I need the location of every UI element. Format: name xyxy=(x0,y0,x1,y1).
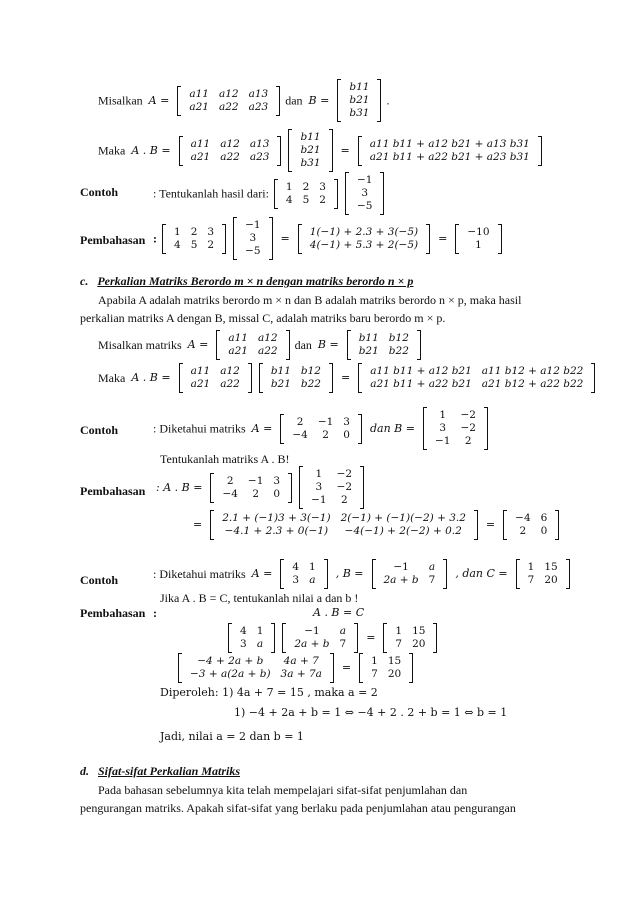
pemb2-AB: : A . B = xyxy=(156,480,203,494)
contoh3-text: : Diketahui matriks xyxy=(153,567,246,581)
matrix-cell: 0 xyxy=(343,428,350,441)
matrix-cell: a21 xyxy=(190,150,211,163)
matrix-B-2x2 xyxy=(347,331,421,359)
matrix-cell: b31 xyxy=(300,157,321,169)
matrix-cell: 1 xyxy=(475,238,482,251)
matrix-cell: b12 xyxy=(388,332,409,344)
A-eq: A = xyxy=(148,93,170,107)
matrix-cell: 2 xyxy=(296,415,304,428)
matrix-cell: 1 xyxy=(174,225,181,238)
matrix-cell: a12 xyxy=(220,365,240,377)
matrix-B-2x2 xyxy=(259,364,333,392)
matrix-cell: 3 xyxy=(315,481,323,493)
matrix-cell: a11 b11 + a12 b21 xyxy=(370,365,472,377)
matrix-cell: a22 xyxy=(257,345,278,357)
matrix-cell: a12 xyxy=(218,87,239,100)
matrix-cell: a21 b11 + a22 b21 xyxy=(370,378,472,390)
contoh3-jika: Jika A . B = C, tentukanlah nilai a dan b ! xyxy=(160,591,359,605)
sec-d-para2: pengurangan matriks. Apakah sifat-sifat yang berlaku pada penjumlahan atau pengurangan xyxy=(80,801,516,815)
matrix-B-3x1 xyxy=(337,80,381,121)
matrix-cell: 0 xyxy=(273,487,281,500)
matrix-cell: a22 xyxy=(220,378,240,390)
matrix-cell: 3a + 7a xyxy=(280,668,322,680)
matrix-A-2x2 xyxy=(216,331,289,359)
matrix-A-2x3 xyxy=(177,87,280,115)
matrix-cell: 1 xyxy=(285,180,293,193)
pemb3-row2: −4 + 2a + b 4a + 7 −3 + a(2a + b) 3a + 7a = 1 15 7 20 xyxy=(176,654,415,682)
matrix-cell: −4 xyxy=(515,512,531,524)
matrix-cell: 7 xyxy=(428,574,436,586)
misalkan-label: Misalkan matriks xyxy=(98,338,182,352)
blk1-misalkan-line xyxy=(98,80,389,121)
matrix-cell: 15 xyxy=(387,655,402,667)
matrix-A xyxy=(280,560,327,588)
matrix-cell: 4(−1) + 5.3 + 2(−5) xyxy=(309,238,419,251)
pemb3-row1: 4 1 3 a −1 a 2a + b 7 = 1 15 7 20 xyxy=(226,624,439,652)
matrix-res xyxy=(503,511,559,539)
maka-label: Maka xyxy=(98,143,126,158)
matrix-cell: −4 + 2a + b xyxy=(197,655,264,667)
matrix-cell: −5 xyxy=(356,200,373,212)
matrix-cell: 2a + b xyxy=(294,638,330,650)
matrix-cell: 2 xyxy=(319,193,326,206)
matrix-cell: 2 xyxy=(190,225,198,238)
matrix-cell: 2 xyxy=(519,525,527,537)
matrix-cell: −10 xyxy=(467,225,490,238)
sec-d-heading xyxy=(80,764,240,778)
matrix-cell: a13 xyxy=(249,137,270,150)
matrix-cell: b21 xyxy=(358,345,379,357)
matrix-cell: 4 xyxy=(174,238,181,251)
sec-c-heading xyxy=(80,274,413,288)
matrix-cell: b22 xyxy=(388,345,409,357)
matrix-cell: 3 xyxy=(319,180,326,193)
matrix-cell: −1 xyxy=(311,494,327,506)
matrix-cell: 1 xyxy=(527,561,535,573)
contoh2-label: Contoh xyxy=(80,423,119,437)
matrix-cell: 3 xyxy=(292,574,300,586)
matrix-cell: 1 xyxy=(309,561,316,573)
matrix-C xyxy=(516,560,570,588)
matrix-cell: −1 xyxy=(304,625,320,637)
matrix-mid xyxy=(298,225,430,253)
matrix-cell: 15 xyxy=(412,625,426,637)
matrix-cell: a13 xyxy=(248,87,269,100)
matrix-mid xyxy=(210,511,478,539)
matrix-cell: b11 xyxy=(349,81,370,93)
pemb3-step2: 1) −4 + 2a + b = 1 ⇔ −4 + 2 . 2 + b = 1 ⇔ b = 1 xyxy=(234,706,508,719)
matrix-cell: a11 xyxy=(228,332,248,344)
matrix-cell: 20 xyxy=(387,668,402,680)
matrix-cell: 1(−1) + 2.3 + 3(−5) xyxy=(309,225,419,238)
matrix-cell: 2 xyxy=(252,487,259,500)
matrix-cell: a21 xyxy=(228,345,248,357)
pemb1-line: : 1 2 3 4 5 2 −1 3 −5 = 1(−1) + 2.3 + 3(−5) 4(−1) + 5.3 + 2(−5) = −10 1 xyxy=(153,218,504,259)
matrix-M xyxy=(274,180,338,208)
matrix-cell: 1 xyxy=(395,625,403,637)
matrix-cell: 2 xyxy=(340,494,348,506)
matrix-cell: 15 xyxy=(544,561,558,573)
matrix-cell: b12 xyxy=(300,365,321,377)
matrix-cell: a23 xyxy=(248,100,269,113)
pemb1-label: Pembahasan xyxy=(80,233,146,247)
pemb2-line1 xyxy=(153,467,366,508)
matrix-result-2x1 xyxy=(358,137,542,165)
matrix-A-2x3 xyxy=(179,137,282,165)
matrix-cell: 2 xyxy=(226,474,234,487)
matrix-cell: b11 xyxy=(358,332,379,344)
matrix-cell: 2.1 + (−1)3 + 3(−1) xyxy=(222,512,331,524)
contoh2-tentukan: Tentukanlah matriks A . B! xyxy=(160,452,290,466)
matrix-res xyxy=(455,225,501,253)
matrix-cell: a11 xyxy=(189,87,209,100)
matrix-cell: 20 xyxy=(544,574,558,586)
matrix-cell: b21 xyxy=(270,378,291,390)
matrix-cell: 3 xyxy=(273,474,281,487)
matrix-cell: b11 xyxy=(270,365,291,377)
matrix-cell: a11 b11 + a12 b21 + a13 b31 xyxy=(369,137,530,150)
pemb3-label: Pembahasan xyxy=(80,606,146,620)
matrix-cell: −5 xyxy=(245,245,261,257)
matrix-cell: 1 xyxy=(256,625,264,637)
matrix-cell: 2(−1) + (−1)(−2) + 3.2 xyxy=(340,512,466,524)
contoh3-label: Contoh xyxy=(80,573,119,587)
matrix-A-2x2 xyxy=(179,364,252,392)
matrix-cell: 2a + b xyxy=(383,574,419,586)
matrix-cell: 3 xyxy=(207,225,215,238)
matrix-cell: 7 xyxy=(371,668,378,680)
sec-c-para1: Apabila A adalah matriks berordo m × n dan B adalah matriks berordo n × p, maka hasil xyxy=(98,293,522,307)
matrix-cell: −1 xyxy=(247,474,264,487)
matrix-cell: 2 xyxy=(464,435,472,447)
matrix-B xyxy=(299,467,364,508)
matrix-cell: b22 xyxy=(300,378,321,390)
matrix-cell: 2 xyxy=(302,180,310,193)
contoh3-line: : Diketahui matriks A = 4 1 3 a , B = −1 a 2a + b 7 , dan C = 1 15 7 20 xyxy=(153,560,572,588)
matrix-V xyxy=(345,173,384,214)
matrix-cell: 3 xyxy=(439,422,447,434)
matrix-cell: 1 xyxy=(371,655,378,667)
matrix-V xyxy=(233,218,272,259)
sec-c-title: Perkalian Matriks Berordo m × n dengan matriks berordo n × p xyxy=(97,274,414,288)
matrix-cell: 0 xyxy=(540,525,548,537)
sec-d-title: Sifat-sifat Perkalian Matriks xyxy=(98,764,241,778)
matrix-cell: a12 xyxy=(257,332,278,344)
dan-label: dan xyxy=(294,338,312,352)
matrix-M xyxy=(162,225,226,253)
matrix-cell: 6 xyxy=(540,512,548,524)
matrix-cell: 5 xyxy=(190,238,198,251)
matrix-B-3x1 xyxy=(288,130,332,171)
matrix-cell: a23 xyxy=(249,150,270,163)
matrix-cell: −2 xyxy=(336,481,353,493)
matrix-cell: 4a + 7 xyxy=(283,655,319,667)
matrix-cell: −4 xyxy=(292,428,308,441)
matrix-cell: a21 b11 + a22 b21 + a23 b31 xyxy=(369,150,530,163)
matrix-cell: −2 xyxy=(460,422,476,434)
A-eq: A = xyxy=(187,338,209,351)
pemb3-diperoleh: Diperoleh: 1) 4a + 7 = 15 , maka a = 2 xyxy=(160,686,378,699)
pemb2-line2: = 2.1 + (−1)3 + 3(−1) 2(−1) + (−1)(−2) + 3.2 −4.1 + 2.3 + 0(−1) −4(−1) + 2(−2) + 0.2 = −4 6 2 0 xyxy=(190,511,561,539)
matrix-cell: 3 xyxy=(249,232,257,244)
matrix-cell: −2 xyxy=(336,468,353,480)
matrix-cell: a xyxy=(339,625,346,637)
matrix-cell: −4(−1) + 2(−2) + 0.2 xyxy=(344,525,462,537)
sec-c-misalkan-line xyxy=(98,331,423,359)
matrix-cell: 7 xyxy=(527,574,535,586)
matrix-cell: b21 xyxy=(300,144,321,156)
matrix-A xyxy=(210,474,292,502)
matrix-cell: 3 xyxy=(361,187,369,199)
matrix-cell: a xyxy=(428,561,436,573)
matrix-cell: −1 xyxy=(356,174,373,186)
matrix-cell: a21 b12 + a22 b22 xyxy=(481,378,584,390)
matrix-cell: −3 + a(2a + b) xyxy=(190,668,271,680)
sec-c-para2: perkalian matriks A dengan B, missal C, adalah matriks baru berordo m × p. xyxy=(80,311,446,325)
matrix-cell: 1 xyxy=(315,468,323,480)
matrix-cell: −4.1 + 2.3 + 0(−1) xyxy=(224,525,329,537)
matrix-cell: a11 xyxy=(190,137,211,150)
sec-c-letter: c. xyxy=(80,274,89,288)
matrix-cell: a11 b12 + a12 b22 xyxy=(481,365,584,377)
dan-C-eq: , dan C = xyxy=(455,567,508,580)
sec-c-maka-line: Maka A . B = a11 a12 a21 a22 b11 b12 b21 b22 = a11 b11 + a12 b21 a11 b12 + a12 b22 a21 b11 + a22 b21 a21 b12 + a22 b22 xyxy=(98,364,597,392)
matrix-cell: 4 xyxy=(292,561,300,573)
matrix-cell: −2 xyxy=(460,409,476,421)
matrix-cell: 2 xyxy=(207,238,215,251)
contoh1-label: Contoh xyxy=(80,185,119,199)
contoh2-line xyxy=(153,408,490,449)
sec-d-para1: Pada bahasan sebelumnya kita telah mempelajari sifat-sifat penjumlahan dan xyxy=(98,783,468,797)
contoh1-text: : Tentukanlah hasil dari: xyxy=(153,186,269,201)
B-eq: B = xyxy=(317,338,339,351)
matrix-cell: 2 xyxy=(322,428,329,441)
period: . xyxy=(386,93,390,108)
matrix-cell: 3 xyxy=(240,638,247,650)
matrix-cell: −4 xyxy=(222,487,238,500)
matrix-C xyxy=(383,624,437,652)
matrix-cell: −1 xyxy=(245,219,261,231)
matrix-cell: a xyxy=(256,638,264,650)
AB-eq: A . B = xyxy=(131,143,171,157)
A-eq: A = xyxy=(251,421,273,435)
blk1-maka-line: Maka A . B = a11 a12 a13 a21 a22 a23 b11 b21 b31 = a11 b11 + a12 b21 + a13 b31 a21 b11 + a22 b21 + a23 b31 xyxy=(98,130,544,171)
matrix-cell: 4 xyxy=(285,193,293,206)
maka-label: Maka xyxy=(98,371,126,385)
contoh1-line xyxy=(153,173,386,214)
matrix-result-2x2 xyxy=(358,364,595,392)
matrix-A xyxy=(228,624,275,652)
matrix-B xyxy=(282,624,358,652)
matrix-cell: 5 xyxy=(302,193,310,206)
misalkan-label: Misalkan xyxy=(98,93,143,108)
contoh2-text: : Diketahui matriks xyxy=(153,421,246,436)
pemb3-jadi: Jadi, nilai a = 2 dan b = 1 xyxy=(160,730,304,743)
matrix-cell: 20 xyxy=(412,638,426,650)
matrix-cell: b21 xyxy=(349,94,370,106)
matrix-B xyxy=(423,408,488,449)
matrix-cell: 3 xyxy=(343,415,350,428)
sec-d-letter: d. xyxy=(80,764,89,778)
matrix-product xyxy=(178,654,334,682)
dan-B-eq: dan B = xyxy=(369,421,415,435)
pemb1-colon: : xyxy=(153,231,157,246)
matrix-B xyxy=(372,560,448,588)
pemb2-label: Pembahasan xyxy=(80,484,146,498)
dan-label: dan xyxy=(285,93,303,108)
matrix-cell: a11 xyxy=(190,365,211,377)
matrix-cell: 4 xyxy=(240,625,247,637)
matrix-cell: a xyxy=(309,574,316,586)
matrix-cell: 7 xyxy=(339,638,347,650)
matrix-cell: a21 xyxy=(190,378,211,390)
B-eq: B = xyxy=(308,93,330,107)
matrix-cell: a22 xyxy=(218,100,239,113)
matrix-C xyxy=(359,654,413,682)
matrix-cell: 1 xyxy=(439,409,447,421)
AB-eq: A . B = xyxy=(131,371,171,384)
matrix-cell: −1 xyxy=(317,415,334,428)
matrix-cell: a22 xyxy=(220,150,240,163)
matrix-cell: −1 xyxy=(393,561,409,573)
pemb3-head: A . B = C xyxy=(313,606,365,619)
matrix-A xyxy=(280,415,362,443)
matrix-cell: −1 xyxy=(434,435,451,447)
matrix-cell: b31 xyxy=(349,107,370,119)
matrix-cell: b11 xyxy=(300,131,321,143)
matrix-cell: a12 xyxy=(220,137,240,150)
pemb3-colon: : xyxy=(153,606,157,620)
matrix-cell: a21 xyxy=(189,100,209,113)
matrix-cell: 7 xyxy=(395,638,403,650)
